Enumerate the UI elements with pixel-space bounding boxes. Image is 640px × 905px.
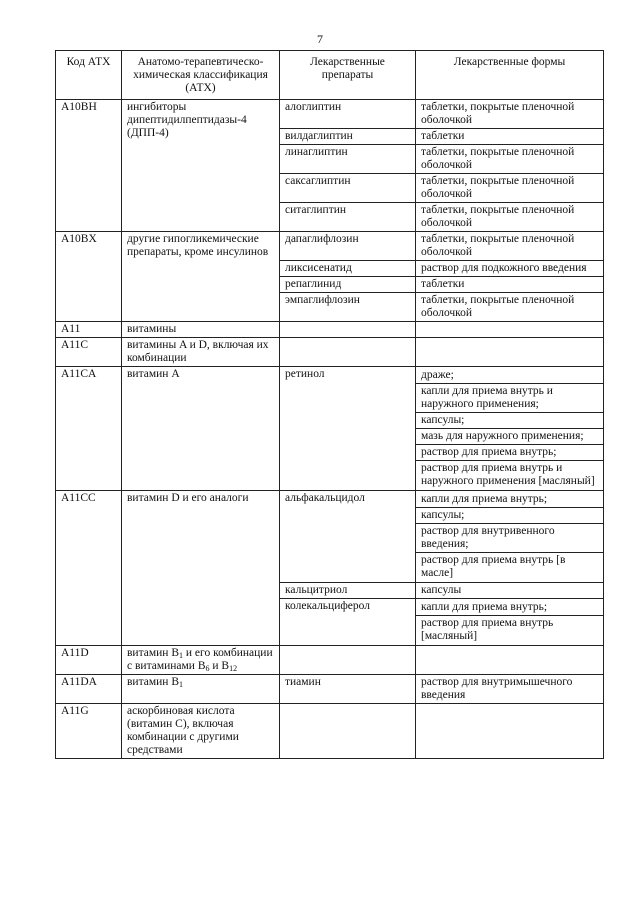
drug-form: таблетки, покрытые пленочной оболочкой	[416, 293, 604, 322]
atx-name: витамин A	[122, 367, 280, 491]
subscript: 1	[179, 651, 183, 660]
drug-form-empty	[416, 646, 604, 675]
drug-name: эмпаглифлозин	[280, 293, 416, 322]
atx-code: A11CC	[56, 491, 122, 646]
table-row	[56, 322, 604, 338]
atx-table	[55, 50, 604, 759]
page-number: 7	[317, 32, 323, 46]
drug-form: таблетки, покрытые пленочной оболочкой	[416, 232, 604, 261]
drug-form: капли для приема внутрь;	[421, 493, 548, 505]
drug-form: раствор для приема внутрь и наружного применения [масляный]	[416, 460, 603, 489]
atx-name	[122, 675, 280, 704]
drug-name-empty	[280, 322, 416, 338]
atx-code: A11DA	[56, 675, 122, 704]
atx-code: A10BH	[56, 100, 122, 232]
subscript: 6	[205, 664, 210, 673]
atx-name: витамин D и его аналоги	[122, 491, 280, 646]
drug-name: кальцитриол	[280, 583, 416, 599]
drug-form: капсулы	[416, 583, 604, 599]
drug-name: ситаглиптин	[280, 203, 416, 232]
drug-name-empty	[280, 338, 416, 367]
atx-name: ингибиторы дипептидилпептидазы-4 (ДПП-4)	[122, 100, 280, 232]
atx-name	[122, 646, 280, 675]
atx-name-text: витамин B	[127, 647, 179, 659]
drug-name: тиамин	[280, 675, 416, 704]
drug-form-list	[416, 599, 604, 646]
drug-name: репаглинид	[280, 277, 416, 293]
drug-form: таблетки	[416, 277, 604, 293]
atx-name-text: и его комбинации с витаминами B	[127, 647, 273, 672]
drug-form: таблетки, покрытые пленочной оболочкой	[416, 100, 604, 129]
drug-form-empty	[416, 322, 604, 338]
drug-name: ретинол	[280, 367, 416, 491]
drug-form: раствор для внутримышечного введения	[416, 675, 604, 704]
subscript: 12	[229, 664, 238, 673]
table-row	[56, 232, 604, 261]
drug-form: раствор для приема внутрь;	[416, 444, 603, 460]
subscript: 1	[179, 680, 183, 689]
atx-code: A10BX	[56, 232, 122, 322]
atx-name: аскорбиновая кислота (витамин C), включая комбинации с другими средствами	[122, 704, 280, 759]
drug-form: раствор для приема внутрь [масляный]	[416, 615, 603, 644]
drug-form: таблетки, покрытые пленочной оболочкой	[416, 174, 604, 203]
drug-form: мазь для наружного применения;	[416, 428, 603, 444]
drug-form: капсулы;	[416, 507, 603, 523]
atx-name-text: витамин B	[127, 676, 179, 688]
drug-form: раствор для приема внутрь [в масле]	[416, 552, 603, 581]
drug-form-empty	[416, 338, 604, 367]
table-row	[56, 704, 604, 759]
drug-form-list	[416, 491, 604, 583]
header-code: Код АТХ	[56, 51, 122, 100]
table-row	[56, 646, 604, 675]
table-row	[56, 367, 604, 491]
drug-form: раствор для подкожного введения	[416, 261, 604, 277]
atx-code: A11G	[56, 704, 122, 759]
drug-name: ликсисенатид	[280, 261, 416, 277]
drug-form: таблетки, покрытые пленочной оболочкой	[416, 145, 604, 174]
drug-form-empty	[416, 704, 604, 759]
drug-name-empty	[280, 646, 416, 675]
drug-name: альфакальцидол	[280, 491, 416, 583]
table-header-row	[56, 51, 604, 100]
table-row	[56, 338, 604, 367]
drug-form: капли для приема внутрь;	[421, 601, 548, 613]
drug-form: капли для приема внутрь и наружного применения;	[416, 383, 603, 412]
table-row	[56, 100, 604, 129]
table-row	[56, 491, 604, 583]
header-classification: Анатомо-терапевтическо-химическая классификация (АТХ)	[122, 51, 280, 100]
drug-name: алоглиптин	[280, 100, 416, 129]
atx-code: A11	[56, 322, 122, 338]
header-forms: Лекарственные формы	[416, 51, 604, 100]
header-drugs: Лекарственные препараты	[280, 51, 416, 100]
drug-form: драже;	[421, 369, 454, 381]
drug-name: дапаглифлозин	[280, 232, 416, 261]
atx-name: витамины A и D, включая их комбинации	[122, 338, 280, 367]
drug-form: капсулы;	[416, 412, 603, 428]
atx-name: другие гипогликемические препараты, кроме инсулинов	[122, 232, 280, 322]
drug-name: вилдаглиптин	[280, 129, 416, 145]
drug-name: саксаглиптин	[280, 174, 416, 203]
atx-code: A11CA	[56, 367, 122, 491]
atx-name-text: и B	[209, 660, 230, 672]
atx-name: витамины	[122, 322, 280, 338]
table-row	[56, 675, 604, 704]
drug-name: линаглиптин	[280, 145, 416, 174]
drug-form: таблетки	[416, 129, 604, 145]
drug-name: колекальциферол	[280, 599, 416, 646]
drug-form-list	[416, 367, 604, 491]
drug-form: раствор для внутривенного введения;	[416, 523, 603, 552]
atx-code: A11C	[56, 338, 122, 367]
atx-code: A11D	[56, 646, 122, 675]
drug-name-empty	[280, 704, 416, 759]
drug-form: таблетки, покрытые пленочной оболочкой	[416, 203, 604, 232]
